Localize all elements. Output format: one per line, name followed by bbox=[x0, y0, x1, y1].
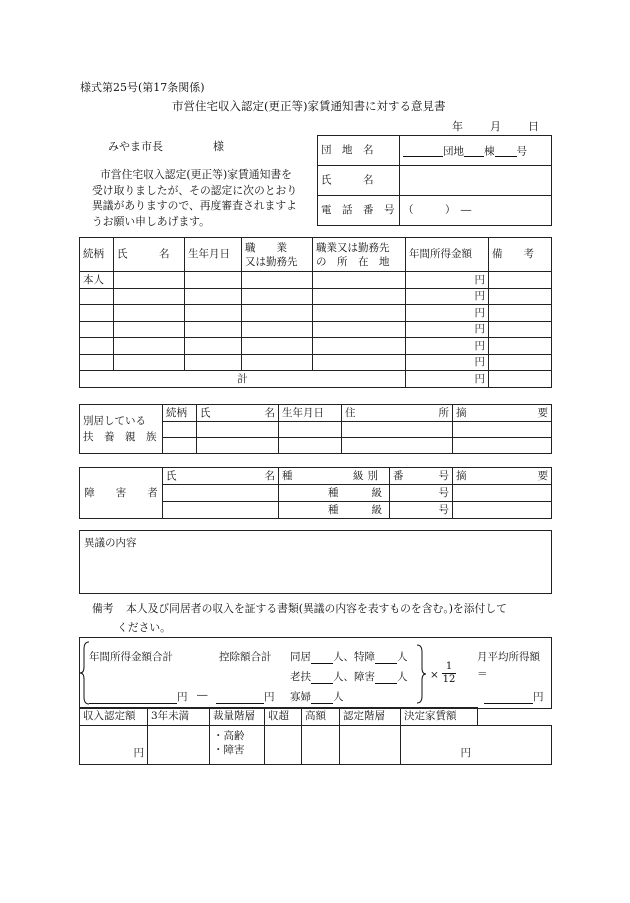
income-cell[interactable]: 円 bbox=[406, 288, 489, 305]
header-part: 氏 bbox=[166, 469, 177, 482]
header-part: 氏 bbox=[200, 406, 211, 419]
cell[interactable] bbox=[185, 321, 242, 338]
cell[interactable] bbox=[114, 321, 185, 338]
cell[interactable] bbox=[163, 502, 279, 519]
income-cell[interactable]: 円 bbox=[406, 321, 489, 338]
doukyo-field[interactable] bbox=[290, 649, 408, 664]
col-header bbox=[342, 405, 453, 422]
form-title: 市営住宅収入認定(更正等)家賃通知書に対する意見書 bbox=[172, 99, 446, 113]
deduction-total-label: 控除額合計 bbox=[219, 651, 272, 663]
income-recognition-cell[interactable]: 円 bbox=[80, 726, 148, 765]
cell[interactable] bbox=[114, 338, 185, 355]
intro-line: 受け取りましたが、その認定に次のとおり bbox=[92, 183, 298, 197]
cell[interactable] bbox=[80, 354, 114, 371]
col-header: 裁量階層 bbox=[210, 708, 265, 726]
kind-grade-cell[interactable] bbox=[279, 485, 390, 502]
times-sign: × bbox=[430, 669, 439, 681]
cell[interactable] bbox=[489, 321, 552, 338]
header-part: 摘 bbox=[456, 469, 467, 482]
intro-text bbox=[92, 167, 297, 229]
number-cell[interactable]: 号 bbox=[390, 485, 453, 502]
household-table bbox=[79, 237, 552, 388]
fraction-numerator: 1 bbox=[445, 661, 453, 672]
cell[interactable] bbox=[185, 338, 242, 355]
col-header: 収超 bbox=[265, 708, 302, 726]
table-row bbox=[80, 321, 552, 338]
cell[interactable] bbox=[279, 422, 342, 438]
yen-unit: 円 bbox=[177, 691, 188, 703]
date-year: 年 bbox=[452, 120, 463, 133]
cell[interactable] bbox=[163, 438, 197, 454]
name-field[interactable] bbox=[400, 166, 552, 196]
income-cell[interactable]: 円 bbox=[406, 338, 489, 355]
grade-label: 級 bbox=[371, 503, 382, 516]
excess-income-cell[interactable] bbox=[265, 726, 302, 765]
dependents-label-line: 扶 養 親 族 bbox=[83, 431, 157, 443]
cell[interactable] bbox=[185, 305, 242, 322]
disability-table bbox=[79, 467, 552, 519]
doukyo-label: 同居 bbox=[290, 651, 311, 663]
discretion-cell[interactable] bbox=[210, 726, 265, 765]
danchi-field[interactable] bbox=[400, 136, 552, 166]
header-part: 名 bbox=[264, 406, 275, 419]
objection-label: 異議の内容 bbox=[84, 537, 137, 549]
income-cell[interactable]: 円 bbox=[406, 354, 489, 371]
table-row bbox=[80, 354, 552, 371]
cell[interactable] bbox=[489, 272, 552, 289]
cell[interactable] bbox=[163, 485, 279, 502]
header-part: 別 bbox=[367, 469, 378, 482]
fraction-denominator: 12 bbox=[442, 674, 456, 685]
shougai-label: 障害 bbox=[354, 671, 375, 683]
cell[interactable] bbox=[242, 288, 313, 305]
cell[interactable] bbox=[489, 354, 552, 371]
cell[interactable] bbox=[489, 338, 552, 355]
cell[interactable] bbox=[453, 438, 552, 454]
header-part: 住 bbox=[345, 406, 356, 419]
col-header: 生年月日 bbox=[185, 238, 242, 272]
building-suffix: 棟 bbox=[484, 145, 495, 157]
cell[interactable] bbox=[313, 288, 406, 305]
roufu-field[interactable] bbox=[290, 669, 408, 684]
phone-field[interactable]: （ ） ― bbox=[400, 196, 552, 226]
cell[interactable] bbox=[185, 272, 242, 289]
header-part: 摘 bbox=[456, 406, 467, 419]
date-month: 月 bbox=[490, 120, 501, 133]
cell[interactable] bbox=[489, 288, 552, 305]
col-header: 職業又は勤務先 の 所 在 地 bbox=[313, 238, 406, 272]
separator: 、 bbox=[343, 651, 354, 663]
danchi-suffix: 団地 bbox=[443, 145, 464, 157]
yen-unit: 円 bbox=[533, 691, 544, 703]
annual-total-label: 年間所得金額合計 bbox=[89, 651, 173, 663]
right-brace-icon bbox=[416, 644, 426, 704]
remarks-label: 備考 bbox=[92, 602, 114, 615]
number-cell[interactable]: 号 bbox=[390, 502, 453, 519]
person-unit: 人 bbox=[333, 691, 344, 703]
cell[interactable] bbox=[80, 288, 114, 305]
col-header: 決定家賃額 bbox=[401, 708, 478, 726]
phone-label: 電 話 番 号 bbox=[318, 196, 400, 226]
header-part: 号 bbox=[438, 469, 449, 482]
kafu-label: 寡婦 bbox=[290, 691, 311, 703]
cell[interactable] bbox=[197, 438, 279, 454]
self-label: 本人 bbox=[80, 272, 114, 289]
intro-line: うお願い申しあげます。 bbox=[92, 214, 210, 228]
tokushou-label: 特障 bbox=[354, 651, 375, 663]
cell[interactable] bbox=[114, 272, 185, 289]
cell[interactable] bbox=[242, 354, 313, 371]
total-label: 計 bbox=[80, 371, 406, 388]
cell[interactable] bbox=[313, 272, 406, 289]
col-header: 年間所得金額 bbox=[406, 238, 489, 272]
total-income-cell[interactable]: 円 bbox=[406, 371, 489, 388]
cell[interactable] bbox=[489, 371, 552, 388]
total-row bbox=[80, 371, 552, 388]
col-header: 高額 bbox=[302, 708, 340, 726]
table-row bbox=[80, 272, 552, 289]
header-part: 所 bbox=[438, 406, 449, 419]
col-header: 認定階層 bbox=[340, 708, 401, 726]
person-unit: 人 bbox=[397, 651, 408, 663]
determination-table bbox=[79, 707, 552, 765]
cell[interactable] bbox=[242, 272, 313, 289]
minus-sign: ― bbox=[197, 689, 208, 701]
objection-box[interactable] bbox=[79, 530, 552, 594]
grade-label: 級 bbox=[371, 486, 382, 499]
header-part: 要 bbox=[537, 406, 548, 419]
name-label: 氏 名 bbox=[318, 166, 400, 196]
cell[interactable] bbox=[242, 338, 313, 355]
cell[interactable] bbox=[313, 338, 406, 355]
dependents-label bbox=[80, 405, 163, 454]
remarks-text-2: ください。 bbox=[117, 621, 171, 634]
remarks-text: 本人及び同居者の収入を証する書類(異議の内容を表すものを含む。)を添付して bbox=[126, 602, 507, 615]
header-part: 名 bbox=[264, 469, 275, 482]
cell[interactable] bbox=[114, 305, 185, 322]
table-row bbox=[80, 288, 552, 305]
calc-box bbox=[79, 637, 552, 709]
form-number: 様式第25号(第17条関係) bbox=[80, 81, 205, 94]
cell[interactable] bbox=[313, 305, 406, 322]
yen-unit: 円 bbox=[264, 691, 275, 703]
income-cell[interactable]: 円 bbox=[406, 272, 489, 289]
col-header bbox=[453, 405, 552, 422]
cell[interactable] bbox=[197, 422, 279, 438]
col-header: 収入認定額 bbox=[80, 708, 148, 726]
addressee: みやま市長 bbox=[108, 140, 163, 153]
deduction-total-field[interactable] bbox=[216, 689, 275, 704]
dependents-table bbox=[79, 404, 552, 454]
cell[interactable] bbox=[80, 338, 114, 355]
table-row bbox=[80, 338, 552, 355]
cell[interactable] bbox=[313, 321, 406, 338]
applicant-table bbox=[317, 135, 552, 226]
disability-label: 障 害 者 bbox=[80, 468, 163, 519]
col-header bbox=[163, 468, 279, 485]
danchi-label: 団 地 名 bbox=[318, 136, 400, 166]
person-unit: 人 bbox=[333, 651, 344, 663]
cell[interactable] bbox=[163, 422, 197, 438]
income-cell[interactable]: 円 bbox=[406, 305, 489, 322]
dependents-label-line: 別居している bbox=[83, 415, 146, 427]
decided-rent-cell[interactable]: 円 bbox=[401, 726, 552, 765]
separator: 、 bbox=[343, 671, 354, 683]
under-3yr-cell[interactable] bbox=[148, 726, 210, 765]
honorific: 様 bbox=[213, 140, 224, 153]
col-header: 続柄 bbox=[80, 238, 114, 272]
col-header: 続柄 bbox=[163, 405, 197, 422]
cell[interactable] bbox=[80, 305, 114, 322]
header-part: 種 bbox=[282, 469, 293, 482]
header-part: 級 bbox=[353, 469, 364, 482]
cell[interactable] bbox=[313, 354, 406, 371]
equals-sign: ＝ bbox=[477, 668, 488, 680]
col-header: 職 業 又は勤務先 bbox=[242, 238, 313, 272]
person-unit: 人 bbox=[397, 671, 408, 683]
intro-line: 市営住宅収入認定(更正等)家賃通知書を bbox=[100, 168, 292, 181]
cell[interactable] bbox=[453, 485, 552, 502]
cell[interactable] bbox=[453, 502, 552, 519]
kind-grade-cell[interactable] bbox=[279, 502, 390, 519]
col-header: 3年未満 bbox=[148, 708, 210, 726]
cell[interactable] bbox=[342, 438, 453, 454]
cell[interactable] bbox=[114, 288, 185, 305]
date-day: 日 bbox=[528, 120, 539, 133]
kind-label: 種 bbox=[328, 503, 339, 516]
col-header bbox=[390, 468, 453, 485]
table-row bbox=[80, 305, 552, 322]
cell[interactable] bbox=[489, 305, 552, 322]
col-header bbox=[279, 468, 390, 485]
kafu-field[interactable] bbox=[290, 689, 344, 704]
number-suffix: 号 bbox=[516, 145, 527, 157]
roufu-label: 老扶 bbox=[290, 671, 311, 683]
cell[interactable] bbox=[279, 438, 342, 454]
intro-line: 異議がありますので、再度審査されますよ bbox=[92, 199, 297, 212]
col-header: 備 考 bbox=[489, 238, 552, 272]
cell[interactable] bbox=[453, 422, 552, 438]
option-elderly: ・高齢 bbox=[213, 730, 245, 742]
header-part: 番 bbox=[393, 469, 404, 482]
cell[interactable] bbox=[342, 422, 453, 438]
col-header: 氏 名 bbox=[114, 238, 185, 272]
kind-label: 種 bbox=[328, 486, 339, 499]
annual-total-field[interactable] bbox=[89, 689, 188, 704]
blank-cell bbox=[478, 708, 552, 726]
cell[interactable] bbox=[114, 354, 185, 371]
cell[interactable] bbox=[242, 321, 313, 338]
high-income-cell[interactable] bbox=[302, 726, 340, 765]
header-part: 要 bbox=[537, 469, 548, 482]
recognized-tier-cell[interactable] bbox=[340, 726, 401, 765]
fraction bbox=[442, 661, 456, 686]
cell[interactable] bbox=[185, 354, 242, 371]
col-header bbox=[197, 405, 279, 422]
monthly-avg-label: 月平均所得額 bbox=[477, 651, 540, 663]
cell[interactable] bbox=[80, 321, 114, 338]
option-disabled: ・障害 bbox=[213, 744, 245, 756]
monthly-avg-field[interactable] bbox=[484, 689, 544, 704]
col-header bbox=[453, 468, 552, 485]
cell[interactable] bbox=[242, 305, 313, 322]
person-unit: 人 bbox=[333, 671, 344, 683]
cell[interactable] bbox=[185, 288, 242, 305]
col-header: 生年月日 bbox=[279, 405, 342, 422]
